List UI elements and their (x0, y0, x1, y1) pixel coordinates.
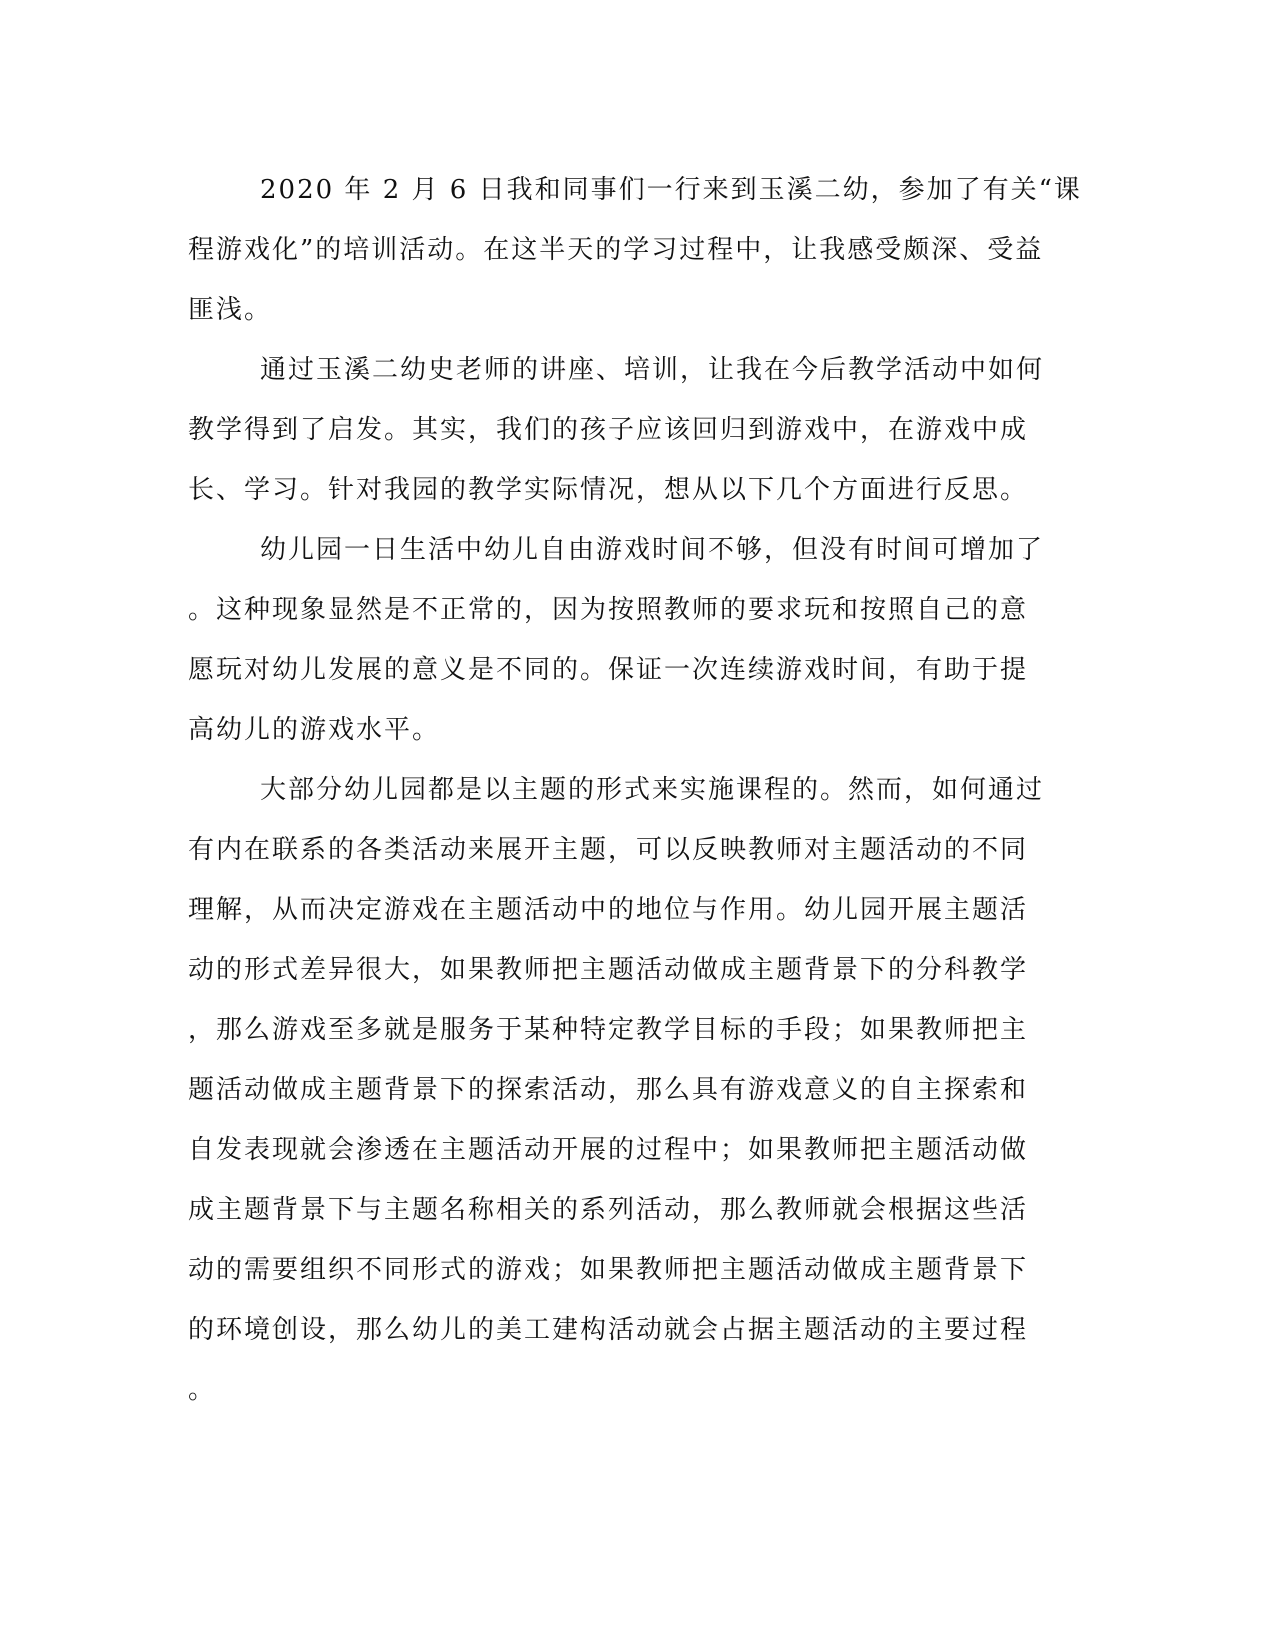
text-line: 大部分幼儿园都是以主题的形式来实施课程的。然而，如何通过 (260, 775, 1045, 805)
text-line: 题活动做成主题背景下的探索活动，那么具有游戏意义的自主探索和 (188, 1075, 1029, 1105)
text-line: 匪浅。 (188, 295, 273, 325)
text-line: 通过玉溪二幼史老师的讲座、培训，让我在今后教学活动中如何 (260, 355, 1045, 385)
text-line: 有内在联系的各类活动来展开主题，可以反映教师对主题活动的不同 (188, 835, 1029, 865)
text-line: 教学得到了启发。其实，我们的孩子应该回归到游戏中，在游戏中成 (188, 415, 1029, 445)
text-line: 愿玩对幼儿发展的意义是不同的。保证一次连续游戏时间，有助于提 (188, 655, 1029, 685)
text-line: 。这种现象显然是不正常的，因为按照教师的要求玩和按照自己的意 (188, 595, 1029, 625)
text-line: 理解，从而决定游戏在主题活动中的地位与作用。幼儿园开展主题活 (188, 895, 1029, 925)
text-line: 动的需要组织不同形式的游戏；如果教师把主题活动做成主题背景下 (188, 1255, 1029, 1285)
text-line: 程游戏化”的培训活动。在这半天的学习过程中，让我感受颇深、受益 (188, 235, 1044, 265)
text-line: 成主题背景下与主题名称相关的系列活动，那么教师就会根据这些活 (188, 1195, 1029, 1225)
text-line: 2020 年 2 月 6 日我和同事们一行来到玉溪二幼，参加了有关“课 (260, 175, 1082, 205)
paragraph-lecture-inspiration (188, 340, 1068, 520)
text-line: ，那么游戏至多就是服务于某种特定教学目标的手段；如果教师把主 (188, 1015, 1029, 1045)
text-line: 高幼儿的游戏水平。 (188, 715, 441, 745)
text-line: 长、学习。针对我园的教学实际情况，想从以下几个方面进行反思。 (188, 475, 1029, 505)
text-line: 自发表现就会渗透在主题活动开展的过程中；如果教师把主题活动做 (188, 1135, 1029, 1165)
paragraph-theme-curriculum (188, 760, 1068, 1420)
text-line: 。 (188, 1375, 217, 1405)
text-line: 的环境创设，那么幼儿的美工建构活动就会占据主题活动的主要过程 (188, 1315, 1029, 1345)
paragraph-free-play-time (188, 520, 1068, 760)
text-line: 幼儿园一日生活中幼儿自由游戏时间不够，但没有时间可增加了 (260, 535, 1045, 565)
text-line: 动的形式差异很大，如果教师把主题活动做成主题背景下的分科教学 (188, 955, 1029, 985)
document-body (188, 160, 1082, 1420)
paragraph-training-intro (188, 160, 1082, 340)
